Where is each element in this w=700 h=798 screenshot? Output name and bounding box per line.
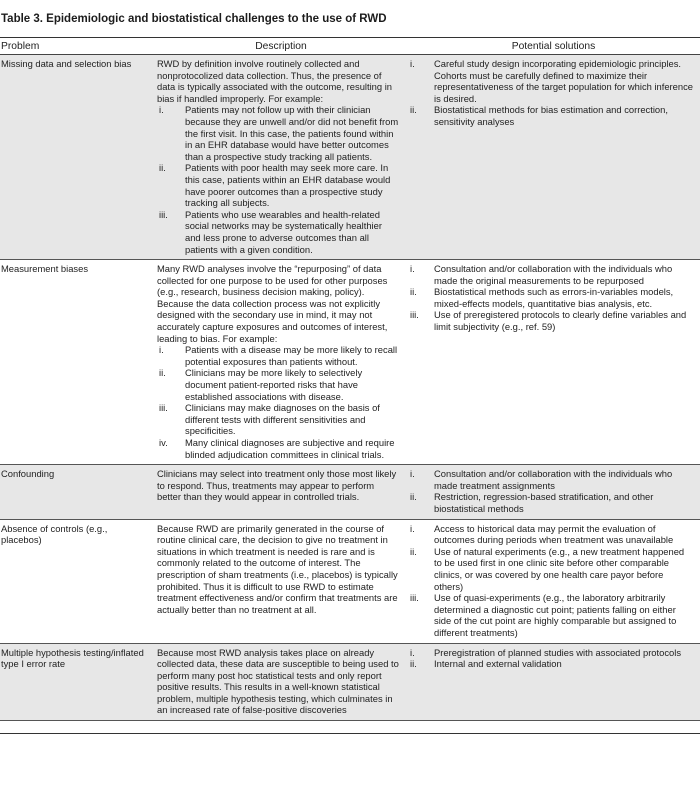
solution-item: i. Access to historical data may permit the evaluation of outcomes during periods when treatment was unavailable — [410, 522, 674, 546]
solution-item: ii. Restriction, regression-based stratification, and other biostatistical methods — [410, 491, 654, 514]
solution-item: ii. Biostatistical methods for bias estimation and correction, sensitivity analyses — [410, 104, 668, 127]
solution-item: ii. Use of natural experiments (e.g., a new treatment happened to be used first in one clinic site before other comparable clinics, or was covered by one health care payor before others) — [410, 545, 685, 592]
header-description: Description — [155, 38, 407, 55]
description-text: RWD by definition involve routinely collected and nonprotocolized data collection. Thus, the presence of data is typically associated with the outcome, resulting in bias if handled improperly. For example: — [157, 58, 393, 104]
description-text: Because RWD are primarily generated in the course of routine clinical care, the decision to give no treatment in situations in which treatment is needed is rare and is commonly related to the outcome of interest. The prescription of sham treatments (i.e., placebos) is typically prohibited. Thus it is difficult to use RWD to estimate treatment effectiveness and/or confirm that treatments are actually better than no treatment at all. — [157, 522, 398, 615]
rwd-challenges-table — [0, 38, 700, 721]
problem-cell: Multiple hypothesis testing/inflated type I error rate — [0, 643, 155, 721]
example-item: iv. Many clinical diagnoses are subjective and require blinded adjudication committees in clinical trials. — [159, 437, 395, 460]
description-text: Clinicians may select into treatment only those most likely to respond. Thus, treatments may appear to perform better than they would appear in controlled trials. — [157, 468, 397, 503]
solutions-cell — [407, 260, 700, 465]
solutions-cell — [407, 465, 700, 519]
header-problem: Problem — [0, 38, 155, 55]
description-cell — [155, 260, 407, 465]
description-text: Many RWD analyses involve the “repurposing” of data collected for one purpose to be used for other purposes (e.g., research, business decision making, policy). Because the data collection process was not explicitly designed with the secondary use in mind, it may not accurately capture exposures and outcomes of interest, leading to bias. For example: — [157, 263, 388, 344]
description-cell — [155, 465, 407, 519]
solution-item: i. Preregistration of planned studies with associated protocols — [410, 646, 682, 658]
example-item: iii. Patients who use wearables and health-related social networks may be systematically healthier and less prone to adverse outcomes than all patients with a given condition. — [159, 208, 382, 255]
table-row — [0, 519, 700, 643]
example-item: i. Patients with a disease may be more likely to recall potential exposures than patients without. — [159, 344, 398, 367]
problem-cell: Measurement biases — [0, 260, 155, 465]
example-item: ii. Patients with poor health may seek more care. In this case, patients within an EHR database would have poorer outcomes than a prospective study tracking all subjects. — [159, 162, 391, 209]
description-text: Because most RWD analysis takes place on already collected data, these data are susceptible to being used to perform many post hoc statistical tests and only report positive results. This results in a well-known statistical problem, multiple hypothesis testing, which culminates in an increased rate of false-positive discoveries — [157, 646, 399, 716]
table-row — [0, 55, 700, 260]
example-item: iii. Clinicians may make diagnoses on the basis of different tests with different sensitivities and specificities. — [159, 402, 380, 437]
table-row — [0, 260, 700, 465]
problem-cell: Missing data and selection bias — [0, 55, 155, 260]
description-cell — [155, 519, 407, 643]
description-cell — [155, 55, 407, 260]
solution-item: i. Consultation and/or collaboration with the individuals who made the original measurements to be repurposed — [410, 263, 673, 286]
header-solutions: Potential solutions — [407, 38, 700, 55]
solution-item: iii. Use of preregistered protocols to clearly define variables and limit subjectivity (e.g., ref. 59) — [410, 309, 687, 333]
solution-item: iii. Use of quasi-experiments (e.g., the laboratory arbitrarily determined a diagnostic cut point; patients falling on either side of the cut point are highly comparable but assigned to different treatments) — [410, 592, 677, 638]
solution-item: ii. Biostatistical methods such as errors-in-variables models, mixed-effects models, quantitative bias analysis, etc. — [410, 286, 674, 309]
solution-item: ii. Internal and external validation — [410, 658, 562, 670]
problem-cell: Absence of controls (e.g., placebos) — [0, 519, 155, 643]
example-item: ii. Clinicians may be more likely to selectively document patient-reported risks that have established associations with disease. — [159, 367, 363, 402]
description-cell — [155, 643, 407, 721]
solutions-cell — [407, 519, 700, 643]
solutions-cell — [407, 643, 700, 721]
problem-cell: Confounding — [0, 465, 155, 519]
solution-item: i. Consultation and/or collaboration with the individuals who made treatment assignments — [410, 468, 673, 491]
example-item: i. Patients may not follow up with their clinician because they are unwell and/or did not benefit from the first visit. In this case, the patients found within in an EHR database would have better outcomes than a prospective study tracking all patients. — [159, 104, 399, 162]
table-caption: Table 3. Epidemiologic and biostatistical challenges to the use of RWD — [1, 13, 387, 25]
table-row — [0, 643, 700, 721]
bottom-rule — [0, 733, 700, 734]
header-row — [0, 38, 700, 55]
table-row — [0, 465, 700, 519]
solutions-cell — [407, 55, 700, 260]
solution-item: i. Careful study design incorporating epidemiologic principles. Cohorts must be carefully defined to maximize their representativeness of the target population for which inference is desired. — [410, 58, 694, 104]
